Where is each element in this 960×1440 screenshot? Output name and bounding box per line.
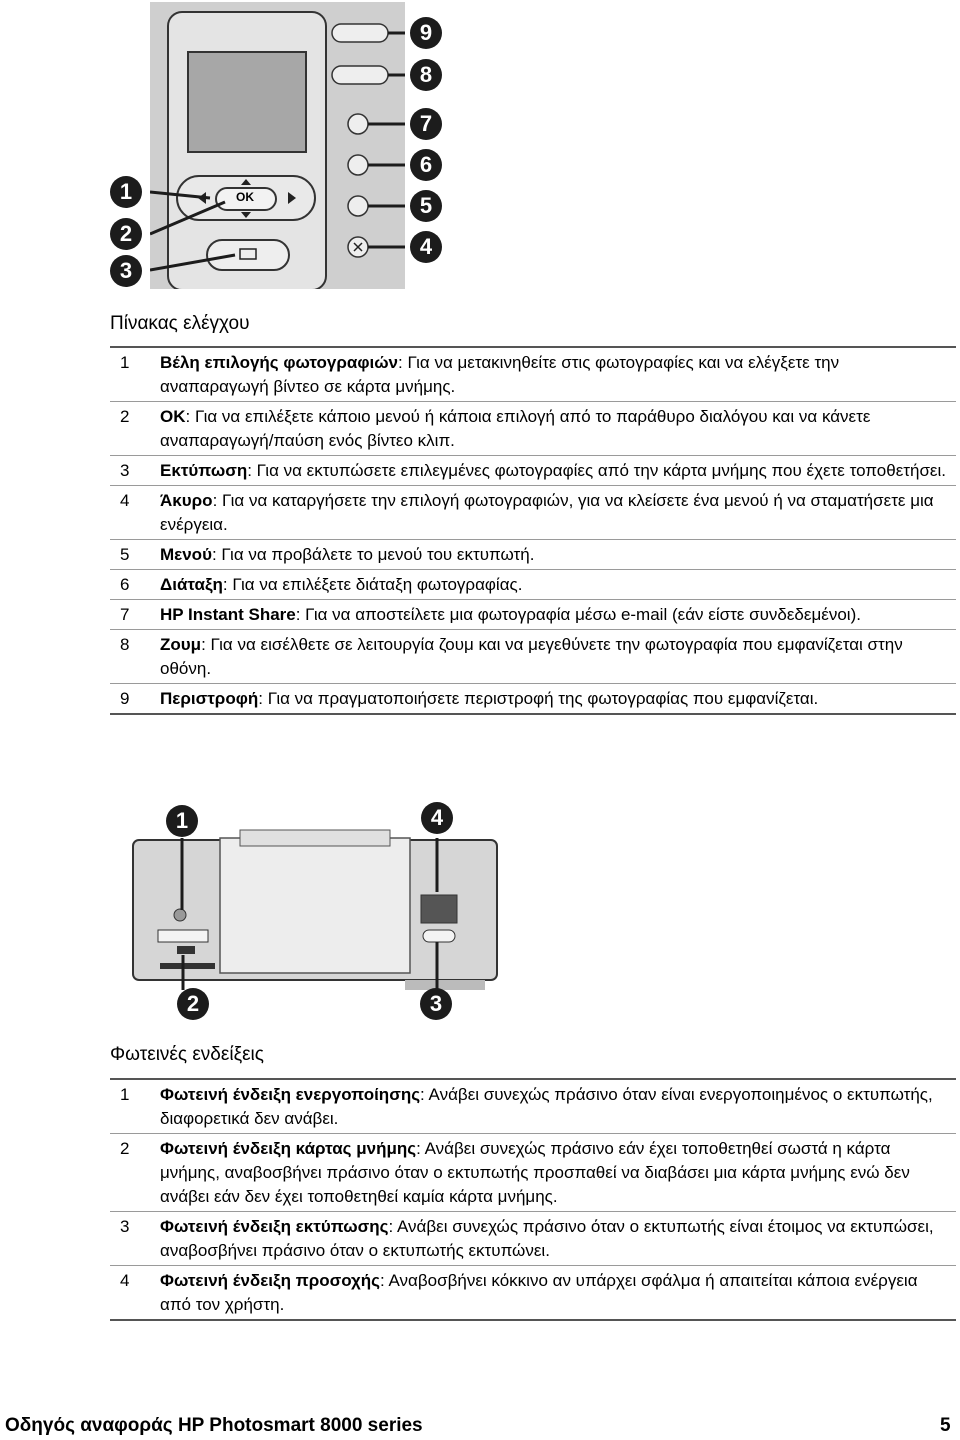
item-number: 9 [110, 684, 160, 715]
item-number: 4 [110, 1266, 160, 1321]
item-term: Φωτεινή ένδειξη κάρτας μνήμης [160, 1139, 417, 1158]
item-text: : Για να προβάλετε το μενού του εκτυπωτή. [211, 545, 535, 564]
printer-foot [405, 980, 485, 990]
item-number: 1 [110, 348, 160, 402]
table-row [110, 570, 956, 600]
item-text: : Για να αποστείλετε μια φωτογραφία μέσω e-mail (εάν είστε συνδεδεμένοι). [295, 605, 861, 624]
indicator-callout-2: 2 [177, 988, 209, 1020]
table-row [110, 684, 956, 715]
item-term: Ζουμ [160, 635, 202, 654]
layout-button-shape [348, 155, 368, 175]
item-text: : Ανάβει συνεχώς πράσινο όταν είναι ενεργοποιημένος ο εκτυπωτής, διαφορετικά δεν ανάβει. [160, 1085, 933, 1128]
item-description [160, 540, 956, 570]
page-number: 5 [940, 1415, 951, 1436]
table-row [110, 1212, 956, 1266]
zoom-button-shape [332, 66, 388, 84]
callout-8: 8 [410, 59, 442, 91]
item-number: 8 [110, 630, 160, 684]
item-text: : Για να μετακινηθείτε στις φωτογραφίες και να ελέγξετε την αναπαραγωγή βίντεο σε κάρτα μνήμης. [160, 353, 840, 396]
panel-screen [188, 52, 306, 152]
callout-1: 1 [110, 176, 142, 208]
control-panel-drawing [150, 2, 405, 289]
ok-label: OK [236, 190, 254, 204]
item-description [160, 1134, 956, 1212]
callout-2: 2 [110, 218, 142, 250]
printer-ok-button [423, 930, 455, 942]
item-number: 2 [110, 1134, 160, 1212]
callout-4: 4 [410, 231, 442, 263]
table-row [110, 1134, 956, 1212]
item-number: 6 [110, 570, 160, 600]
menu-button-shape [348, 196, 368, 216]
table-row [110, 540, 956, 570]
item-number: 4 [110, 486, 160, 540]
item-description [160, 600, 956, 630]
item-description [160, 402, 956, 456]
item-number: 3 [110, 456, 160, 486]
item-term: Φωτεινή ένδειξη προσοχής [160, 1271, 381, 1290]
printer-screen [421, 895, 457, 923]
table-row [110, 600, 956, 630]
item-term: Περιστροφή [160, 689, 259, 708]
control-panel-table [110, 348, 956, 715]
indicator-callout-1: 1 [166, 805, 198, 837]
item-text: : Για να καταργήσετε την επιλογή φωτογραφιών, για να κλείσετε ένα μενού ή να σταματήσετε μια ενέργεια. [160, 491, 934, 534]
paper-tray [240, 830, 390, 846]
item-term: HP Instant Share [160, 605, 296, 624]
item-text: : Ανάβει συνεχώς πράσινο εάν έχει τοποθετηθεί σωστά η κάρτα μνήμης, αναβοσβήνει πράσινο όταν ο εκτυπωτής προσπαθεί να διαβάσει μια κάρτα μνήμης ενώ δεν ανάβει εάν δεν έχει τοποθετηθεί καμία κάρτα μνήμης. [160, 1139, 910, 1206]
table-row [110, 1080, 956, 1134]
table-row [110, 348, 956, 402]
item-text: : Για να επιλέξετε κάποιο μενού ή κάποια επιλογή από το παράθυρο διαλόγου και να κάνετε αναπαραγωγή/παύση ενός βίντεο κλιπ. [160, 407, 871, 450]
item-term: Εκτύπωση [160, 461, 248, 480]
item-term: OK [160, 407, 186, 426]
power-button-shape [174, 909, 186, 921]
print-button-shape [207, 240, 289, 270]
item-text: : Για να πραγματοποιήσετε περιστροφή της φωτογραφίας που εμφανίζεται. [258, 689, 819, 708]
indicator-callout-4: 4 [421, 802, 453, 834]
indicator-callout-3: 3 [420, 988, 452, 1020]
section-title-indicators: Φωτεινές ενδείξεις [110, 1044, 264, 1065]
callout-7: 7 [410, 108, 442, 140]
item-term: Διάταξη [160, 575, 223, 594]
instant-share-button-shape [348, 114, 368, 134]
item-term: Άκυρο [160, 491, 213, 510]
printer-front-door [220, 838, 410, 973]
callout-9: 9 [410, 17, 442, 49]
table-row [110, 630, 956, 684]
output-slot [160, 963, 215, 969]
item-number: 1 [110, 1080, 160, 1134]
callout-3: 3 [110, 255, 142, 287]
item-term: Μενού [160, 545, 212, 564]
item-term: Φωτεινή ένδειξη εκτύπωσης [160, 1217, 389, 1236]
item-description [160, 486, 956, 540]
table-row [110, 1266, 956, 1321]
item-term: Βέλη επιλογής φωτογραφιών [160, 353, 399, 372]
item-term: Φωτεινή ένδειξη ενεργοποίησης [160, 1085, 421, 1104]
control-panel-illustration [150, 2, 405, 289]
item-description [160, 348, 956, 402]
indicators-table [110, 1080, 956, 1321]
callout-6: 6 [410, 149, 442, 181]
rotate-button-shape [332, 24, 388, 42]
item-description [160, 1080, 956, 1134]
item-description [160, 630, 956, 684]
callout-5: 5 [410, 190, 442, 222]
item-description [160, 1266, 956, 1321]
memory-card-light [177, 946, 195, 954]
item-number: 3 [110, 1212, 160, 1266]
item-number: 7 [110, 600, 160, 630]
item-description [160, 684, 956, 715]
item-text: : Για να εκτυπώσετε επιλεγμένες φωτογραφίες από την κάρτα μνήμης που έχετε τοποθετήσει. [247, 461, 947, 480]
item-description [160, 570, 956, 600]
footer-title: Οδηγός αναφοράς HP Photosmart 8000 series [5, 1415, 423, 1436]
item-text: : Για να εισέλθετε σε λειτουργία ζουμ και να μεγεθύνετε την φωτογραφία που εμφανίζεται στην οθόνη. [160, 635, 903, 678]
item-number: 5 [110, 540, 160, 570]
item-text: : Για να επιλέξετε διάταξη φωτογραφίας. [222, 575, 523, 594]
item-description [160, 456, 956, 486]
table-row [110, 402, 956, 456]
item-description [160, 1212, 956, 1266]
section-title-control-panel: Πίνακας ελέγχου [110, 313, 250, 334]
table-row [110, 486, 956, 540]
item-text: : Αναβοσβήνει κόκκινο αν υπάρχει σφάλμα ή απαιτείται κάποια ενέργεια από τον χρήστη. [160, 1271, 918, 1314]
table-row [110, 456, 956, 486]
item-text: : Ανάβει συνεχώς πράσινο όταν ο εκτυπωτής είναι έτοιμος να εκτυπώσει, αναβοσβήνει πράσινο όταν ο εκτυπωτής εκτυπώνει. [160, 1217, 934, 1260]
item-number: 2 [110, 402, 160, 456]
card-slot [158, 930, 208, 942]
